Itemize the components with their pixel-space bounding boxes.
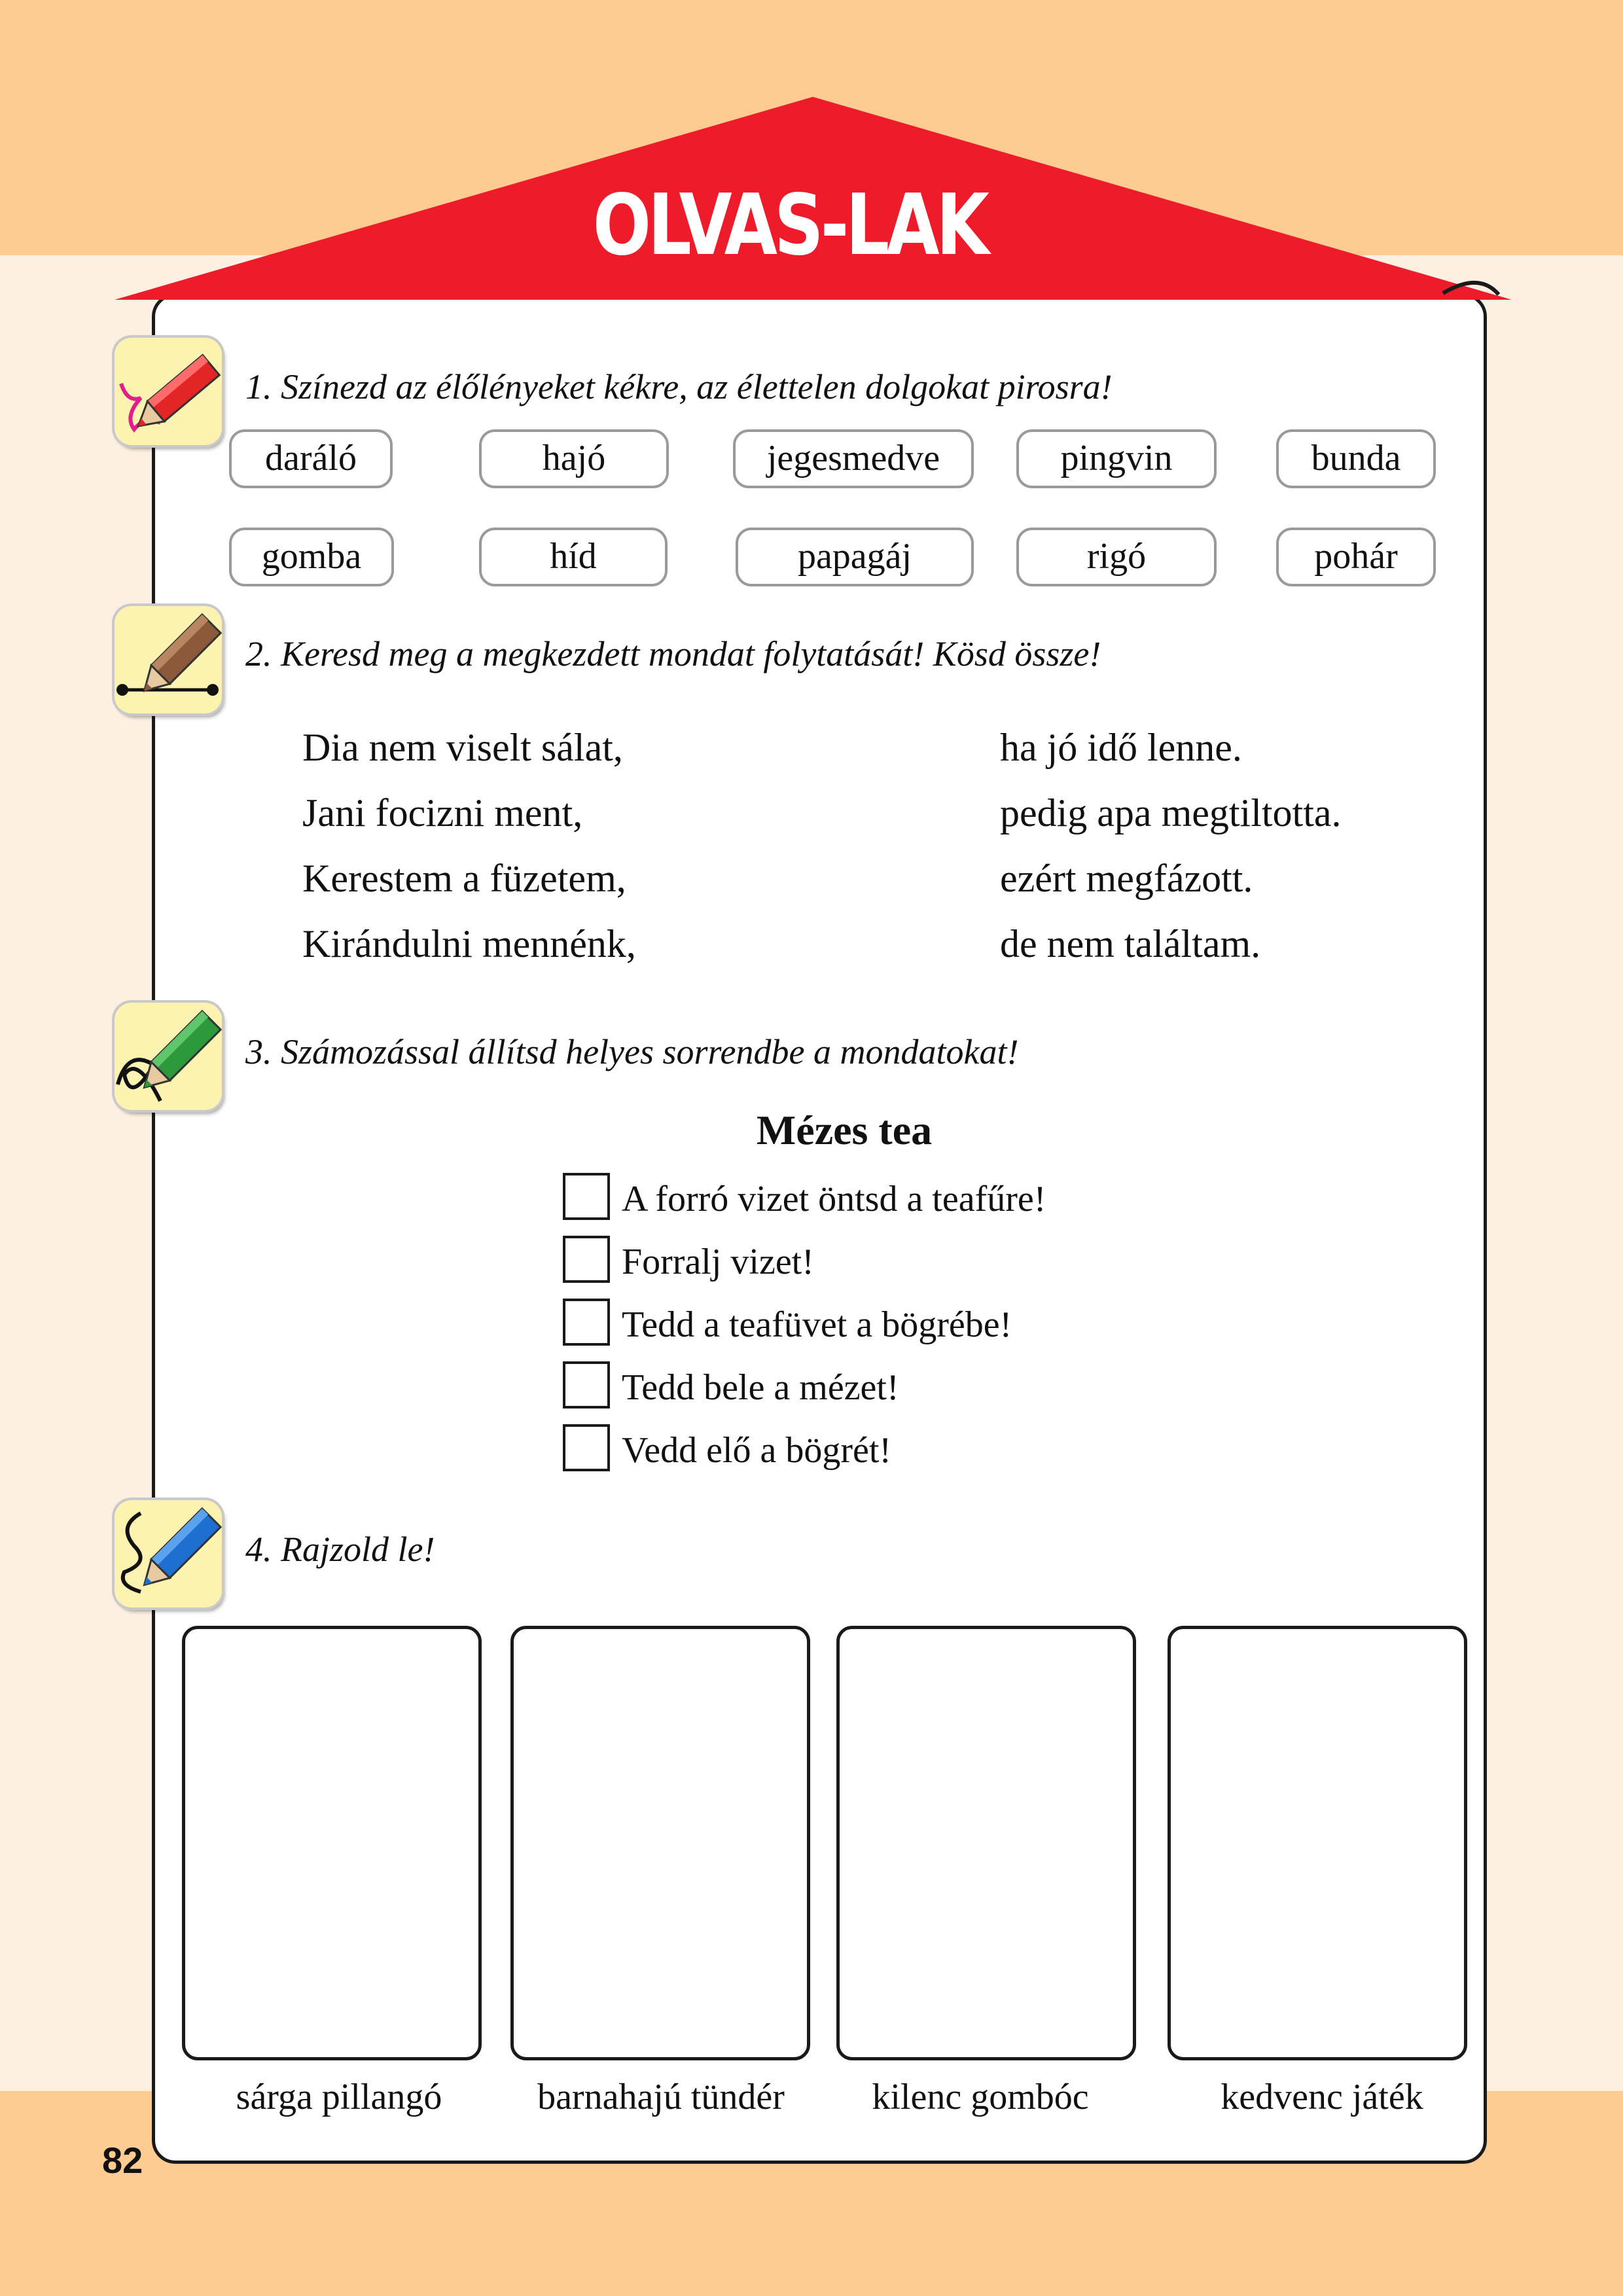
frame-caption: barnahajú tündér [537,2077,785,2117]
exercise1-instruction: 1. Színezd az élőlényeket kékre, az élettelen dolgokat pirosra! [245,367,1113,406]
drawing-frame[interactable] [836,1626,1136,2060]
step-text: Vedd elő a bögrét! [622,1430,892,1471]
drawing-frame[interactable] [182,1626,482,2060]
red-pencil-coloring-icon [115,338,222,445]
sentence-end: de nem találtam. [1000,922,1261,965]
sentence-start: Kerestem a füzetem, [302,857,626,900]
sentence-start: Jani focizni ment, [302,791,583,834]
sentence-end: pedig apa megtiltotta. [1000,791,1342,834]
page-number: 82 [102,2140,143,2181]
word-chip[interactable]: bunda [1276,429,1436,488]
number-box[interactable] [563,1173,610,1220]
drawing-frame[interactable] [1168,1626,1467,2060]
exercise3-instruction: 3. Számozással állítsd helyes sorrendbe a mondatokat! [245,1032,1019,1071]
sentence-end: ha jó idő lenne. [1000,726,1242,769]
word-chip[interactable]: pingvin [1016,429,1217,488]
number-box[interactable] [563,1299,610,1346]
word-chip[interactable]: daráló [229,429,393,488]
step-text: Tedd bele a mézet! [622,1367,899,1408]
word-chip[interactable]: híd [479,528,668,586]
brown-pencil-connect-icon [115,606,222,713]
green-pencil-writing-icon [115,1003,222,1110]
blue-pencil-drawing-icon [115,1500,222,1607]
word-chip[interactable]: gomba [229,528,394,586]
step-text: A forró vizet öntsd a teafűre! [622,1179,1046,1219]
frame-caption: kilenc gombóc [872,2077,1089,2117]
word-chip[interactable]: jegesmedve [733,429,974,488]
recipe-title: Mézes tea [756,1107,933,1153]
step-text: Forralj vizet! [622,1242,814,1282]
exercise4-instruction: 4. Rajzold le! [245,1530,435,1569]
word-chip[interactable]: pohár [1276,528,1436,586]
step-text: Tedd a teafüvet a bögrébe! [622,1304,1012,1345]
number-box[interactable] [563,1361,610,1408]
drawing-frame[interactable] [510,1626,810,2060]
word-chip[interactable]: rigó [1016,528,1217,586]
page-title: OLVAS-LAK [592,177,987,274]
sentence-end: ezért megfázott. [1000,857,1253,900]
number-box[interactable] [563,1236,610,1283]
word-chip[interactable]: papagáj [736,528,974,586]
word-chip[interactable]: hajó [479,429,669,488]
sentence-start: Kirándulni mennénk, [302,922,636,965]
exercise2-instruction: 2. Keresd meg a megkezdett mondat folytatását! Kösd össze! [245,634,1101,673]
sentence-start: Dia nem viselt sálat, [302,726,623,769]
frame-caption: kedvenc játék [1221,2077,1423,2117]
frame-caption: sárga pillangó [236,2077,442,2117]
number-box[interactable] [563,1424,610,1471]
